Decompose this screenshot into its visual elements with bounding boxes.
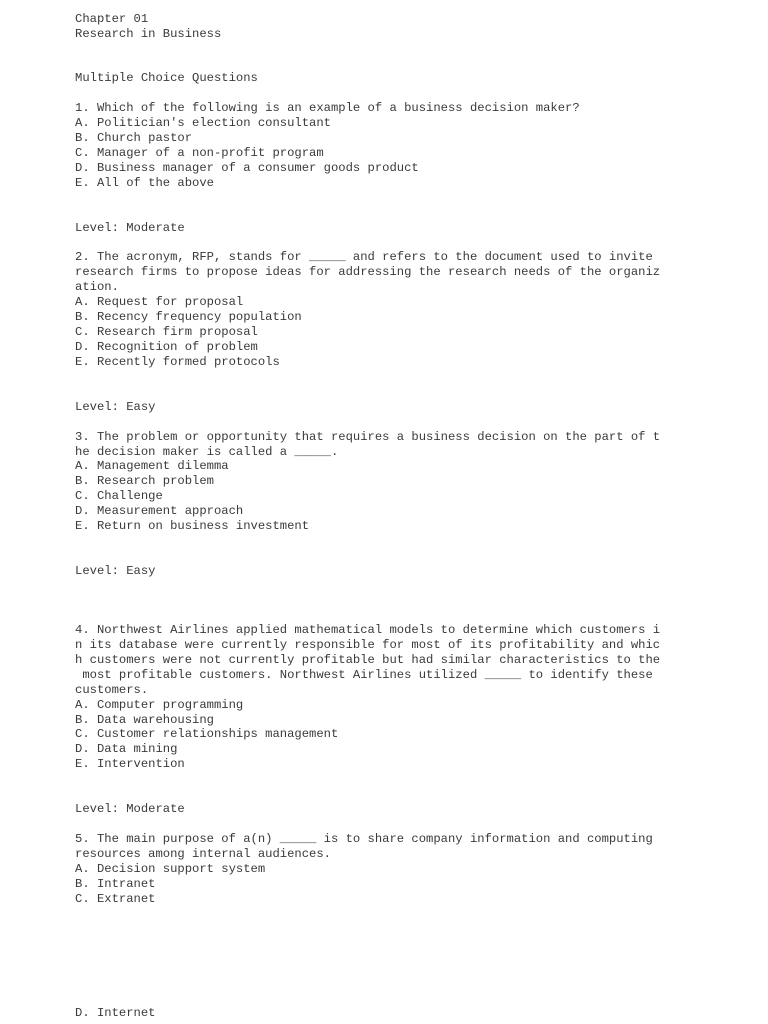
question-stem-line: 4. Northwest Airlines applied mathematical models to determine which customers i	[75, 623, 661, 637]
answer-option: A. Politician's election consultant	[75, 116, 331, 130]
question-stem-line: he decision maker is called a _____.	[75, 445, 339, 459]
answer-option: D. Recognition of problem	[75, 340, 258, 354]
answer-option: A. Computer programming	[75, 698, 244, 712]
answer-option: B. Recency frequency population	[75, 310, 302, 324]
chapter-title: Research in Business	[75, 27, 222, 41]
answer-option: C. Research firm proposal	[75, 325, 258, 339]
answer-option: B. Intranet	[75, 877, 156, 891]
question-stem-line: h customers were not currently profitable but had similar characteristics to the	[75, 653, 661, 667]
answer-option: B. Church pastor	[75, 131, 193, 145]
answer-option: C. Manager of a non-profit program	[75, 146, 324, 160]
answer-option: E. Return on business investment	[75, 519, 310, 533]
answer-option: D. Business manager of a consumer goods product	[75, 161, 419, 175]
question-stem-line: research firms to propose ideas for addressing the research needs of the organiz	[75, 265, 661, 279]
answer-option: E. Intervention	[75, 757, 185, 771]
question-stem-line: 3. The problem or opportunity that requires a business decision on the part of t	[75, 430, 661, 444]
question-stem-line: ation.	[75, 280, 119, 294]
question-stem-line: resources among internal audiences.	[75, 847, 331, 861]
section-heading: Multiple Choice Questions	[75, 71, 258, 85]
answer-option: E. Recently formed protocols	[75, 355, 280, 369]
chapter-number: Chapter 01	[75, 12, 149, 26]
difficulty-level: Level: Easy	[75, 564, 156, 578]
question-stem-line: n its database were currently responsible for most of its profitability and whic	[75, 638, 661, 652]
difficulty-level: Level: Moderate	[75, 221, 185, 235]
difficulty-level: Level: Easy	[75, 400, 156, 414]
difficulty-level: Level: Moderate	[75, 802, 185, 816]
answer-option: A. Management dilemma	[75, 459, 229, 473]
question-stem-line: 1. Which of the following is an example of a business decision maker?	[75, 101, 580, 115]
answer-option: A. Request for proposal	[75, 295, 244, 309]
question-stem-line: most profitable customers. Northwest Airlines utilized _____ to identify these	[75, 668, 653, 682]
answer-option: E. All of the above	[75, 176, 214, 190]
answer-option: C. Challenge	[75, 489, 163, 503]
answer-option: C. Extranet	[75, 892, 156, 906]
answer-option: B. Data warehousing	[75, 713, 214, 727]
answer-option: D. Data mining	[75, 742, 178, 756]
question-stem-line: 2. The acronym, RFP, stands for _____ and refers to the document used to invite	[75, 250, 653, 264]
answer-option: B. Research problem	[75, 474, 214, 488]
answer-option: A. Decision support system	[75, 862, 266, 876]
question-stem-line: 5. The main purpose of a(n) _____ is to share company information and computing	[75, 832, 653, 846]
answer-option: D. Internet	[75, 1006, 156, 1020]
question-stem-line: customers.	[75, 683, 149, 697]
answer-option: D. Measurement approach	[75, 504, 244, 518]
answer-option: C. Customer relationships management	[75, 727, 339, 741]
